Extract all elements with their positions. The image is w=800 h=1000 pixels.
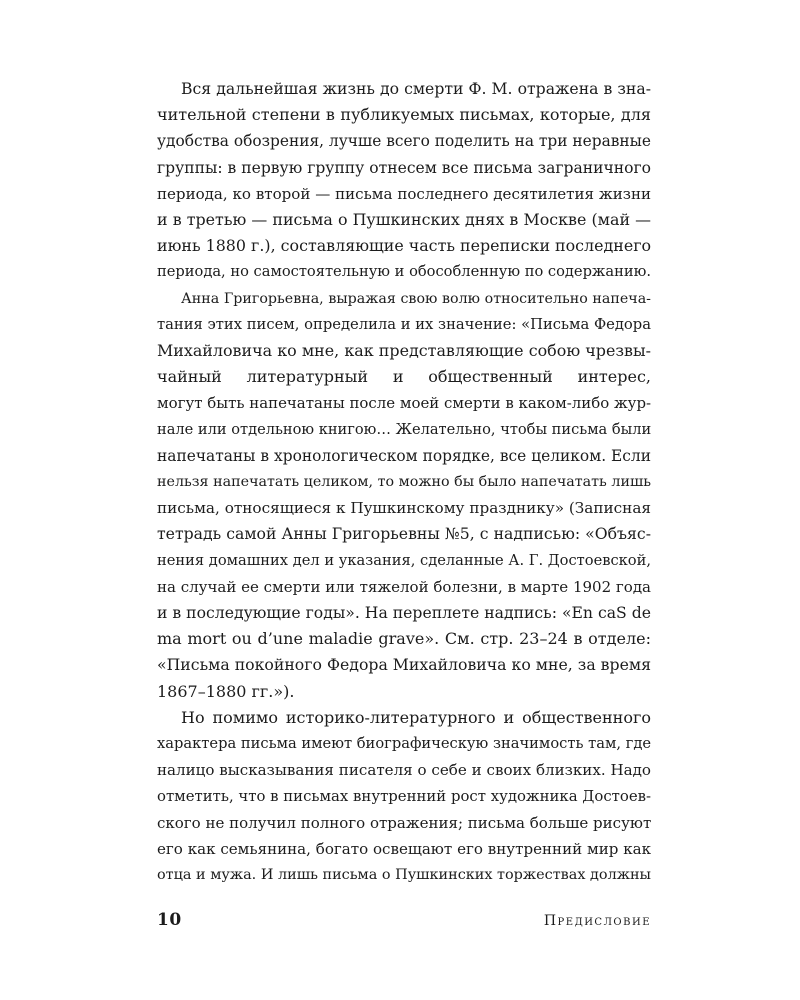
text-line: письма, относящиеся к Пушкинскому празднику» (Записная (157, 499, 651, 518)
text-line: и в третью — письма о Пушкинских днях в Москве (май — (157, 210, 651, 230)
running-head: Предисловие (543, 913, 651, 929)
text-line: отметить, что в письмах внутренний рост художника Достоев- (157, 787, 651, 806)
text-line: «Письма покойного Федора Михайловича ко мне, за время (157, 655, 651, 675)
text-line: тетрадь самой Анны Григорьевны №5, с надписью: «Объяс- (157, 524, 651, 544)
text-line: нельзя напечатать целиком, то можно бы было напечатать лишь (157, 474, 651, 491)
text-line: чайный литературный и общественный интерес, (157, 367, 651, 387)
text-line: Михайловича ко мне, как представляющие собою чрезвы- (157, 341, 651, 361)
text-line: июнь 1880 г.), составляющие часть переписки последнего (157, 236, 652, 256)
text-line: ского не получил полного отражения; письма больше рисуют (157, 813, 652, 832)
text-line: отца и мужа. И лишь письма о Пушкинских торжествах должны (157, 867, 651, 884)
text-line: периода, но самостоятельную и обособленную по содержанию. (157, 263, 651, 281)
text-line: чительной степени в публикуемых письмах, которые, для (157, 105, 651, 125)
text-line: 1867–1880 гг.»). (157, 681, 295, 701)
text-line: налицо высказывания писателя о себе и своих близких. Надо (157, 761, 651, 780)
page-body (157, 76, 651, 888)
text-line: характера письма имеют биографическую значимость там, где (157, 735, 652, 753)
text-line: удобства обозрения, лучше всего поделить на три неравные (157, 132, 651, 151)
text-line: на случай ее смерти или тяжелой болезни, в марте 1902 года (157, 577, 651, 596)
text-line: могут быть напечатаны после моей смерти в каком-либо жур- (157, 394, 652, 413)
text-line: его как семьянина, богато освещают его внутренний мир как (157, 839, 651, 858)
text-line: Но помимо историко-литературного и общественного (181, 707, 651, 727)
paragraph-2 (157, 286, 651, 705)
page-footer (157, 910, 651, 930)
text-line: напечатаны в хронологическом порядке, все целиком. Если (157, 446, 651, 465)
text-line: Анна Григорьевна, выражая свою волю относительно напеча- (181, 290, 651, 307)
text-line: и в последующие годы». На переплете надпись: «En caS de (157, 603, 652, 623)
text-line: Вся дальнейшая жизнь до смерти Ф. М. отражена в зна- (181, 79, 651, 98)
paragraph-1 (157, 76, 651, 286)
text-line: периода, ко второй — письма последнего десятилетия жизни (157, 184, 651, 203)
page-number: 10 (157, 910, 182, 930)
text-line: ma mort ou d’une maladie grave». См. стр. 23–24 в отделе: (157, 629, 651, 649)
text-line: нения домашних дел и указания, сделанные А. Г. Достоевской, (157, 551, 651, 569)
text-line: нале или отдельною книгою… Желательно, чтобы письма были (157, 420, 652, 438)
text-line: тания этих писем, определила и их значение: «Письма Федора (157, 315, 651, 333)
paragraph-3 (157, 705, 651, 888)
text-line: группы: в первую группу отнесем все письма заграничного (157, 158, 651, 177)
